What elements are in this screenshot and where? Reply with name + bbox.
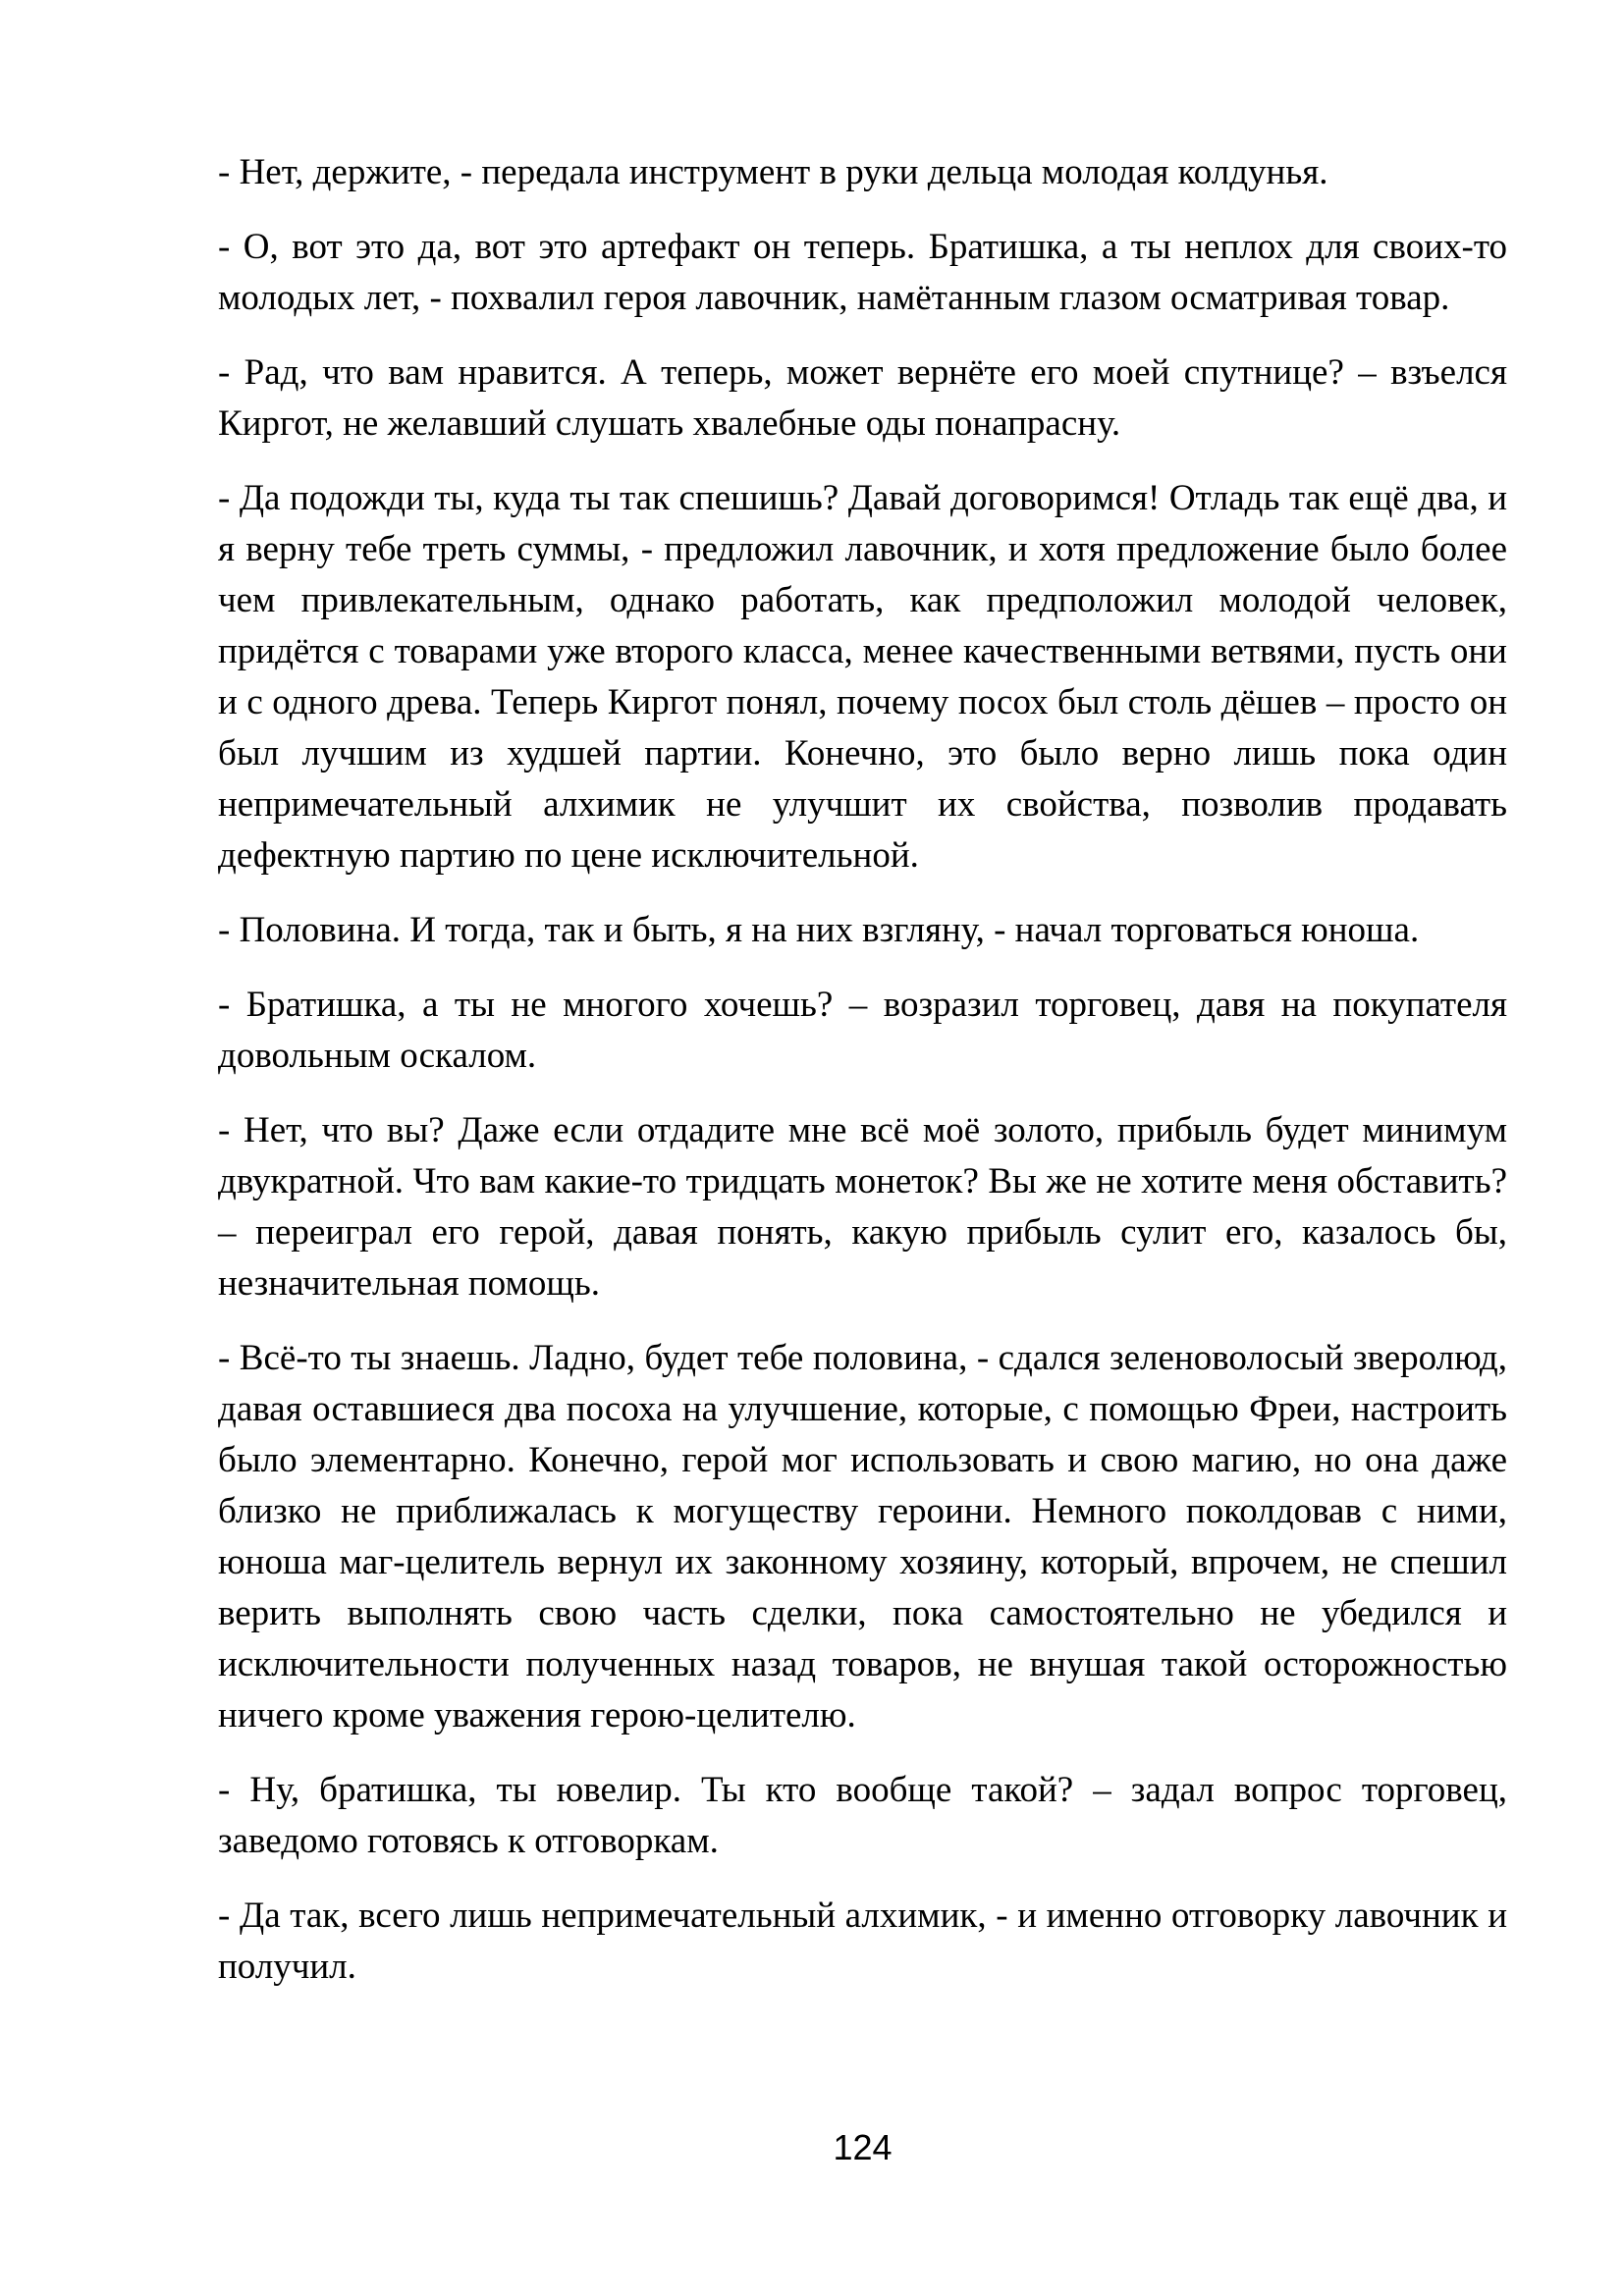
paragraph: - Рад, что вам нравится. А теперь, может вернёте его моей спутнице? – взъелся Киргот, не желавший слушать хвалебные оды понапрасну. [218, 352, 1507, 444]
paragraph: - Ну, братишка, ты ювелир. Ты кто вообще такой? – задал вопрос торговец, заведомо готовясь к отговоркам. [218, 1770, 1507, 1861]
paragraph: - Всё-то ты знаешь. Ладно, будет тебе половина, - сдался зеленоволосый зверолюд, давая оставшиеся два посоха на улучшение, которые, с помощью Фреи, настроить было элементарно. Конечно, герой мог использовать и свою магию, но она даже близко не приближалась к могуществу героини. Немного поколдовав с ними, юноша маг-целитель вернул их законному хозяину, который, впрочем, не спешил верить выполнять свою часть сделки, пока самостоятельно не убедился и исключительности полученных назад товаров, не внушая такой осторожностью ничего кроме уважения герою-целителю. [218, 1338, 1507, 1735]
paragraph: - О, вот это да, вот это артефакт он теперь. Братишка, а ты неплох для своих-то молодых лет, - похвалил героя лавочник, намётанным глазом осматривая товар. [218, 227, 1507, 318]
paragraph: - Нет, что вы? Даже если отдадите мне всё моё золото, прибыль будет минимум двукратной. Что вам какие-то тридцать монеток? Вы же не хотите меня обставить? – переиграл его герой, давая понять, какую прибыль сулит его, казалось бы, незначительная помощь. [218, 1110, 1507, 1304]
paragraph: - Да так, всего лишь непримечательный алхимик, - и именно отговорку лавочник и получил. [218, 1896, 1507, 1987]
paragraph: - Братишка, а ты не многого хочешь? – возразил торговец, давя на покупателя довольным оскалом. [218, 985, 1507, 1076]
page-number: 124 [833, 2127, 893, 2167]
paragraph: - Да подожди ты, куда ты так спешишь? Давай договоримся! Отладь так ещё два, и я верну тебе треть суммы, - предложил лавочник, и хотя предложение было более чем привлекательным, однако работать, как предположил молодой человек, придётся с товарами уже второго класса, менее качественными ветвями, пусть они и с одного древа. Теперь Киргот понял, почему посох был столь дёшев – просто он был лучшим из худшей партии. Конечно, это было верно лишь пока один непримечательный алхимик не улучшит их свойства, позволив продавать дефектную партию по цене исключительной. [218, 478, 1507, 876]
paragraph: - Половина. И тогда, так и быть, я на них взгляну, - начал торговаться юноша. [218, 910, 1420, 950]
page-text [218, 147, 1507, 2016]
paragraph: - Нет, держите, - передала инструмент в руки дельца молодая колдунья. [218, 152, 1328, 192]
